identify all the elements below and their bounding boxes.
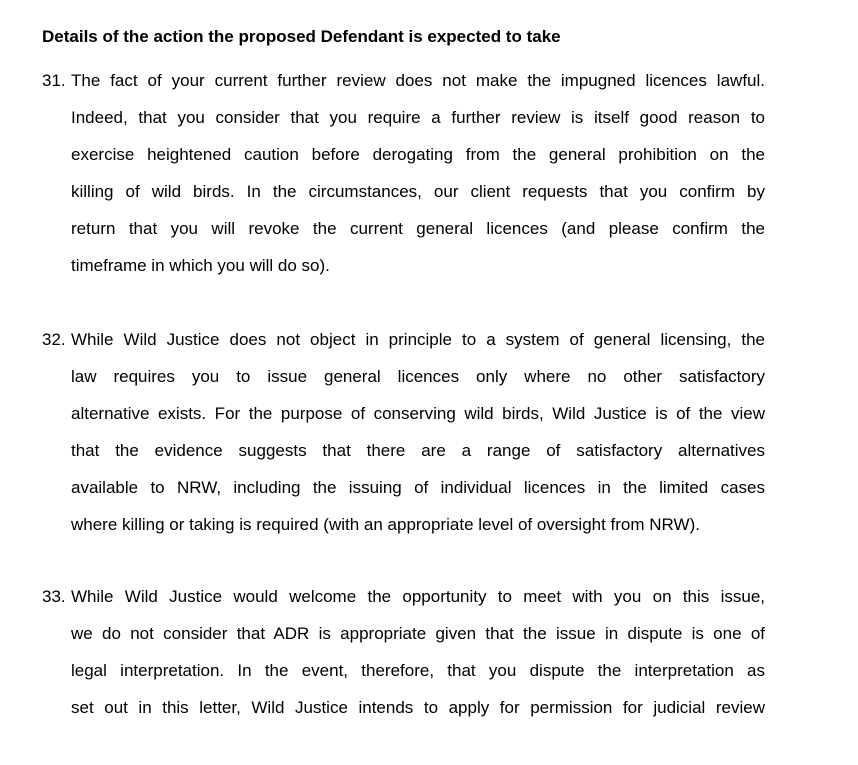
- paragraph-line: Indeed, that you consider that you require a further review is itself good reason to: [71, 108, 765, 127]
- paragraph-line: available to NRW, including the issuing of individual licences in the limited cases: [71, 478, 765, 497]
- paragraph-number: 33.: [42, 587, 66, 606]
- paragraph-line: The fact of your current further review does not make the impugned licences lawful.: [71, 71, 765, 90]
- paragraph-line: timeframe in which you will do so).: [71, 256, 330, 275]
- paragraph-line: set out in this letter, Wild Justice intends to apply for permission for judicial review: [71, 698, 765, 717]
- paragraph-number: 31.: [42, 71, 66, 90]
- paragraph-line: where killing or taking is required (with an appropriate level of oversight from NRW).: [71, 515, 700, 534]
- paragraph-line: While Wild Justice does not object in principle to a system of general licensing, the: [71, 330, 765, 349]
- paragraph-line: that the evidence suggests that there are a range of satisfactory alternatives: [71, 441, 765, 460]
- paragraph-line: legal interpretation. In the event, therefore, that you dispute the interpretation as: [71, 661, 765, 680]
- paragraph-number: 32.: [42, 330, 66, 349]
- paragraph-line: we do not consider that ADR is appropriate given that the issue in dispute is one of: [71, 624, 765, 643]
- section-heading: Details of the action the proposed Defendant is expected to take: [42, 27, 561, 46]
- paragraph-line: alternative exists. For the purpose of conserving wild birds, Wild Justice is of the view: [71, 404, 765, 423]
- paragraph-line: While Wild Justice would welcome the opportunity to meet with you on this issue,: [71, 587, 765, 606]
- paragraph-line: killing of wild birds. In the circumstances, our client requests that you confirm by: [71, 182, 765, 201]
- paragraph-line: law requires you to issue general licences only where no other satisfactory: [71, 367, 765, 386]
- paragraph-line: exercise heightened caution before derogating from the general prohibition on the: [71, 145, 765, 164]
- paragraph-line: return that you will revoke the current general licences (and please confirm the: [71, 219, 765, 238]
